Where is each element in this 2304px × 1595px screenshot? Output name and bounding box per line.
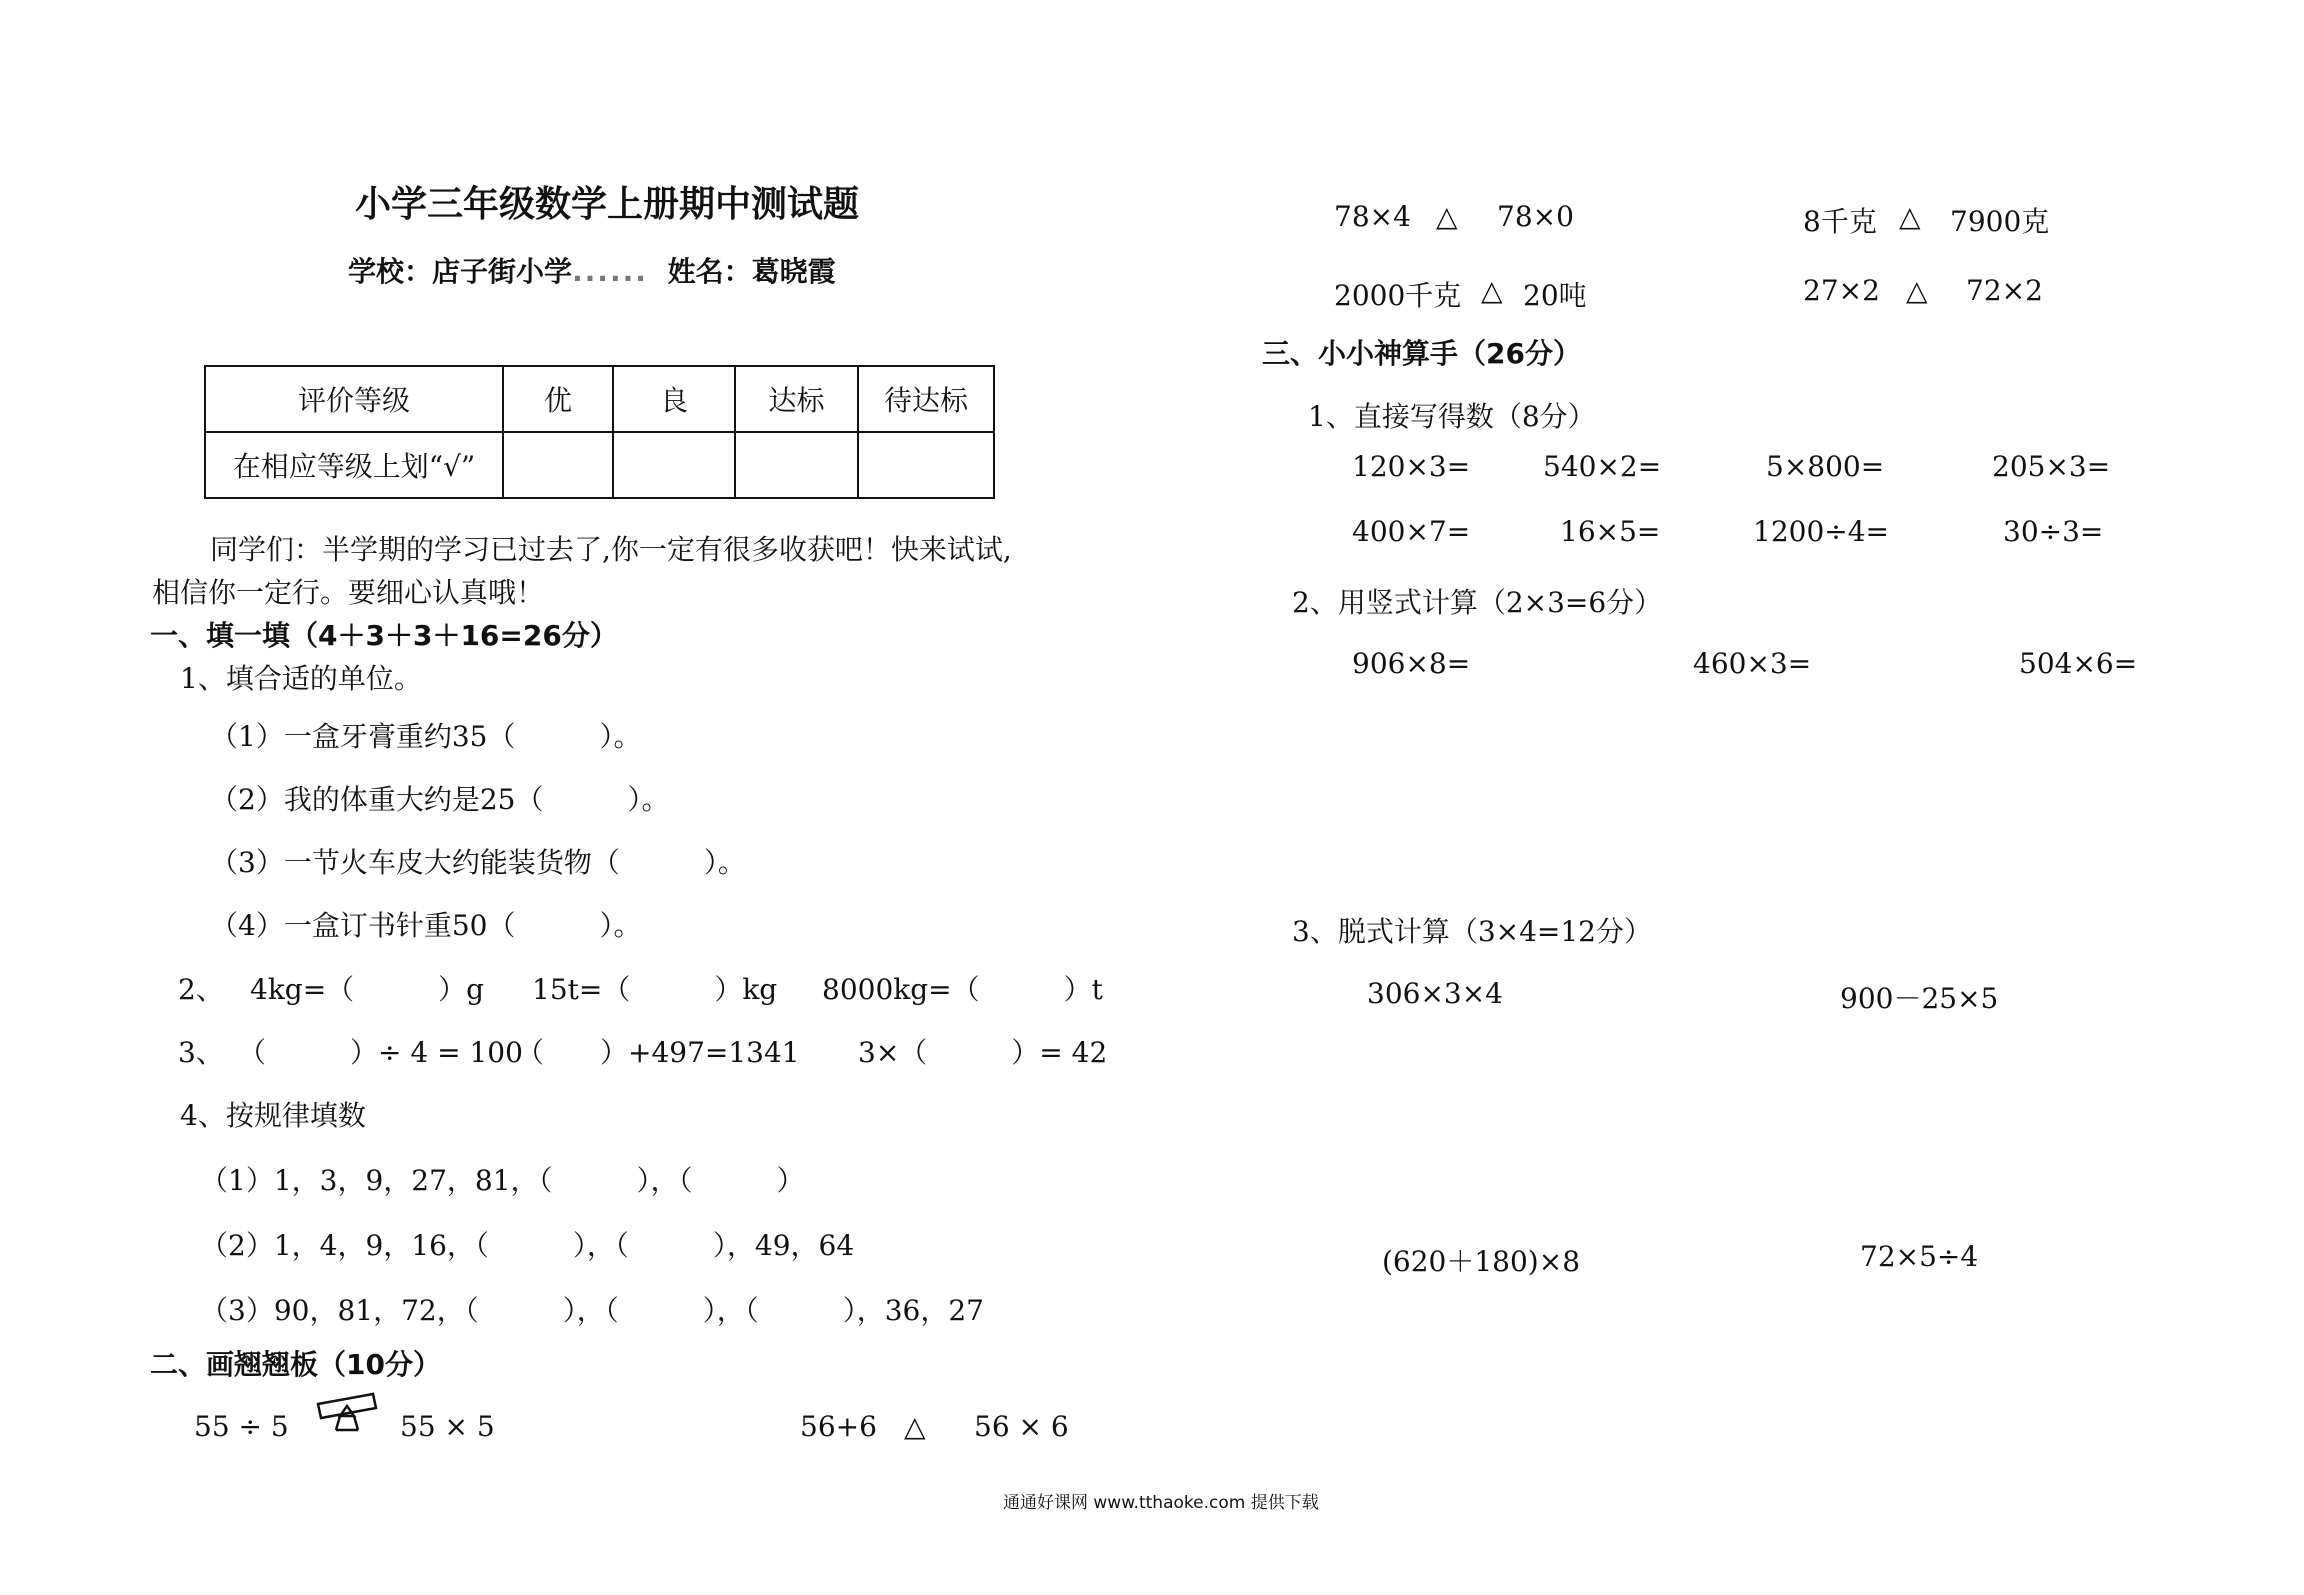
name-label: 姓名：	[667, 255, 752, 288]
seesaw-2-left: 56+6	[800, 1410, 877, 1443]
s3-q2-item-3: 504×6=	[2019, 647, 2138, 680]
s3-q1-item-7: 1200÷4=	[1753, 515, 1889, 548]
q1-prompt: 1、填合适的单位。	[180, 662, 422, 695]
q4-prompt: 4、按规律填数	[180, 1099, 366, 1132]
s3-q1-item-2: 540×2=	[1543, 450, 1662, 483]
school-label: 学校：	[348, 255, 433, 288]
page-title: 小学三年级数学上册期中测试题	[355, 184, 860, 225]
grade-cell-good[interactable]	[613, 432, 735, 498]
s3-q1-item-4: 205×3=	[1992, 450, 2111, 483]
seesaw-3-left: 78×4	[1334, 200, 1411, 233]
q1-item-4: （4）一盒订书针重50（ ）。	[210, 909, 642, 942]
s3-q1-item-1: 120×3=	[1352, 450, 1471, 483]
q3-part-1: （ ）÷ 4 = 100	[238, 1036, 523, 1069]
s3-q2-prompt: 2、用竖式计算（2×3=6分）	[1292, 586, 1663, 619]
grade-header-excellent: 优	[503, 366, 613, 432]
s3-q3-item-3: (620＋180)×8	[1382, 1245, 1581, 1278]
seesaw-1-left: 55 ÷ 5	[194, 1410, 289, 1443]
q3-part-3: 3×（ ）= 42	[858, 1036, 1108, 1069]
s3-q1-item-6: 16×5=	[1560, 515, 1661, 548]
s3-q1-item-3: 5×800=	[1766, 450, 1885, 483]
student-name: 葛晓霞	[751, 255, 836, 288]
q4-item-2: （2）1，4，9，16，（ ），（ ），49，64	[200, 1229, 855, 1262]
seesaw-3-right: 78×0	[1497, 200, 1574, 233]
seesaw-3-triangle: △	[1436, 200, 1458, 233]
grade-cell-excellent[interactable]	[503, 432, 613, 498]
seesaw-2-triangle: △	[904, 1410, 926, 1443]
q3-part-2: （ ）+497=1341	[516, 1036, 800, 1069]
q3-number: 3、	[178, 1036, 224, 1069]
s3-q2-item-1: 906×8=	[1352, 647, 1471, 680]
seesaw-4-right: 7900克	[1950, 205, 2050, 238]
grade-header-good: 良	[613, 366, 735, 432]
s3-q1-prompt: 1、直接写得数（8分）	[1308, 400, 1596, 433]
s3-q2-item-2: 460×3=	[1693, 647, 1812, 680]
q1-item-1: （1）一盒牙膏重约35（ ）。	[210, 720, 642, 753]
seesaw-6-right: 72×2	[1966, 274, 2043, 307]
section-1-heading: 一、填一填（4＋3＋3＋16=26分）	[150, 619, 618, 652]
q4-item-3: （3）90，81，72，（ ），（ ），（ ），36，27	[200, 1294, 984, 1327]
q1-item-3: （3）一节火车皮大约能装货物（ ）。	[210, 846, 746, 879]
seesaw-5-triangle: △	[1481, 274, 1503, 307]
seesaw-5-left: 2000千克	[1334, 279, 1462, 312]
s3-q3-item-1: 306×3×4	[1367, 977, 1503, 1010]
seesaw-5-right: 20吨	[1523, 279, 1587, 312]
s3-q3-item-2: 900－25×5	[1840, 982, 1999, 1015]
q2-number: 2、	[178, 973, 224, 1006]
intro-line-1: 同学们：半学期的学习已过去了,你一定有很多收获吧！快来试试,	[210, 533, 1012, 566]
seesaw-4-triangle: △	[1899, 200, 1921, 233]
seesaw-6-left: 27×2	[1803, 274, 1880, 307]
section-2-heading: 二、画翘翘板（10分）	[150, 1348, 441, 1381]
grade-cell-pass[interactable]	[735, 432, 858, 498]
seesaw-icon	[316, 1392, 378, 1432]
q2-part-1: 4kg=（ ）g	[250, 973, 485, 1006]
seesaw-1-right: 55 × 5	[400, 1410, 495, 1443]
intro-line-2: 相信你一定行。要细心认真哦！	[152, 576, 545, 609]
s3-q3-prompt: 3、脱式计算（3×4=12分）	[1292, 915, 1652, 948]
footer-credit: 通通好课网 www.tthaoke.com 提供下载	[1003, 1493, 1319, 1513]
q2-part-2: 15t=（ ）kg	[532, 973, 778, 1006]
grade-table	[204, 365, 995, 499]
school-name: 店子街小学	[432, 255, 573, 288]
seesaw-4-left: 8千克	[1803, 205, 1877, 238]
s3-q3-item-4: 72×5÷4	[1860, 1240, 1979, 1273]
grade-header-pass: 达标	[735, 366, 858, 432]
grade-header-notpass: 待达标	[858, 366, 994, 432]
seesaw-6-triangle: △	[1906, 274, 1928, 307]
grade-row-label: 在相应等级上划“√”	[205, 432, 503, 498]
school-line	[348, 250, 836, 290]
s3-q1-item-5: 400×7=	[1352, 515, 1471, 548]
seesaw-2-right: 56 × 6	[974, 1410, 1069, 1443]
s3-q1-item-8: 30÷3=	[2003, 515, 2104, 548]
school-dots: ......	[572, 255, 648, 288]
grade-cell-notpass[interactable]	[858, 432, 994, 498]
q4-item-1: （1）1，3，9，27，81，（ ），（ ）	[200, 1164, 805, 1197]
grade-header-label: 评价等级	[205, 366, 503, 432]
q2-part-3: 8000kg=（ ）t	[822, 973, 1103, 1006]
section-3-heading: 三、小小神算手（26分）	[1262, 337, 1581, 370]
q1-item-2: （2）我的体重大约是25（ ）。	[210, 783, 670, 816]
